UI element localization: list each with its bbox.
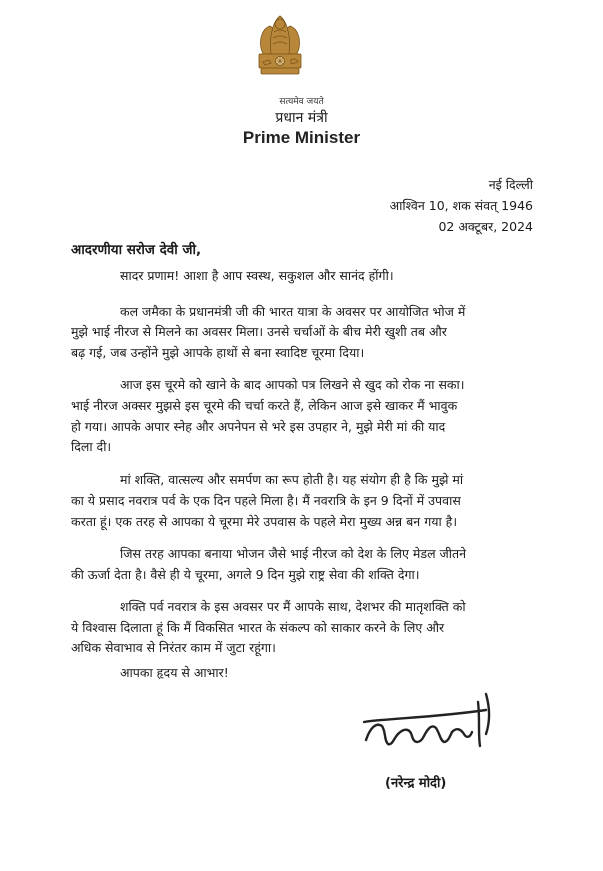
paragraph-line: कल जमैका के प्रधानमंत्री जी की भारत यात्रा के अवसर पर आयोजित भोज में — [120, 304, 466, 319]
emblem-motto: सत्यमेव जयते — [279, 97, 324, 107]
dateline-saka-date: आश्विन 10, शक संवत् 1946 — [389, 198, 533, 213]
dateline-gregorian-date: 02 अक्टूबर, 2024 — [438, 219, 533, 234]
title-hindi: प्रधान मंत्री — [275, 110, 328, 126]
paragraph-line: की ऊर्जा देता है। वैसे ही ये चूरमा, अगले 9 दिन मुझे राष्ट्र सेवा की शक्ति देगा। — [71, 567, 420, 582]
paragraph-line: का ये प्रसाद नवरात्र पर्व के एक दिन पहले मिला है। मैं नवरात्रि के इन 9 दिनों में उपवास — [71, 493, 461, 508]
paragraph-line: सादर प्रणाम! आशा है आप स्वस्थ, सकुशल और सानंद होंगी। — [120, 268, 394, 283]
paragraph-line: भाई नीरज अक्सर मुझसे इस चूरमे की चर्चा करते हैं, लेकिन आज इसे खाकर मैं भावुक — [71, 398, 458, 413]
paragraph-line: शक्ति पर्व नवरात्र के इस अवसर पर मैं आपके साथ, देशभर की मातृशक्ति को — [120, 599, 466, 614]
paragraph-line: मुझे भाई नीरज से मिलने का अवसर मिला। उनसे चर्चाओं के बीच मेरी खुशी तब और — [71, 324, 447, 339]
paragraph-line: अधिक सेवाभाव से निरंतर काम में जुटा रहूंगा। — [71, 640, 276, 655]
paragraph-line: आज इस चूरमे को खाने के बाद आपको पत्र लिखने से खुद को रोक ना सका। — [120, 377, 465, 392]
salutation: आदरणीया सरोज देवी जी, — [71, 242, 202, 258]
dateline-place: नई दिल्ली — [488, 177, 533, 192]
paragraph-line: हो गया। आपके अपार स्नेह और अपनेपन से भरे इस उपहार ने, मुझे मेरी मां की याद — [71, 419, 446, 434]
handwritten-signature — [360, 688, 500, 760]
signer-name: (नरेन्द्र मोदी) — [385, 776, 447, 791]
paragraph-line: आपका हृदय से आभार! — [120, 665, 229, 680]
title-english: Prime Minister — [242, 128, 361, 147]
paragraph-line: जिस तरह आपका बनाया भोजन जैसे भाई नीरज को देश के लिए मेडल जीतने — [120, 546, 467, 561]
paragraph-line: दिला दी। — [71, 439, 112, 454]
paragraph-line: मां शक्ति, वात्सल्य और समर्पण का रूप होती है। यह संयोग ही है कि मुझे मां — [120, 472, 464, 487]
paragraph-line: ये विश्वास दिलाता हूं कि मैं विकसित भारत के संकल्प को साकार करने के लिए और — [71, 620, 445, 635]
paragraph-line: करता हूं। एक तरह से आपका ये चूरमा मेरे उपवास के पहले मेरा मुख्य अन्न बन गया है। — [71, 514, 458, 529]
state-emblem-icon — [255, 10, 305, 94]
paragraph-line: बढ़ गई, जब उन्होंने मुझे आपके हाथों से बना स्वादिष्ट चूरमा दिया। — [71, 345, 365, 360]
